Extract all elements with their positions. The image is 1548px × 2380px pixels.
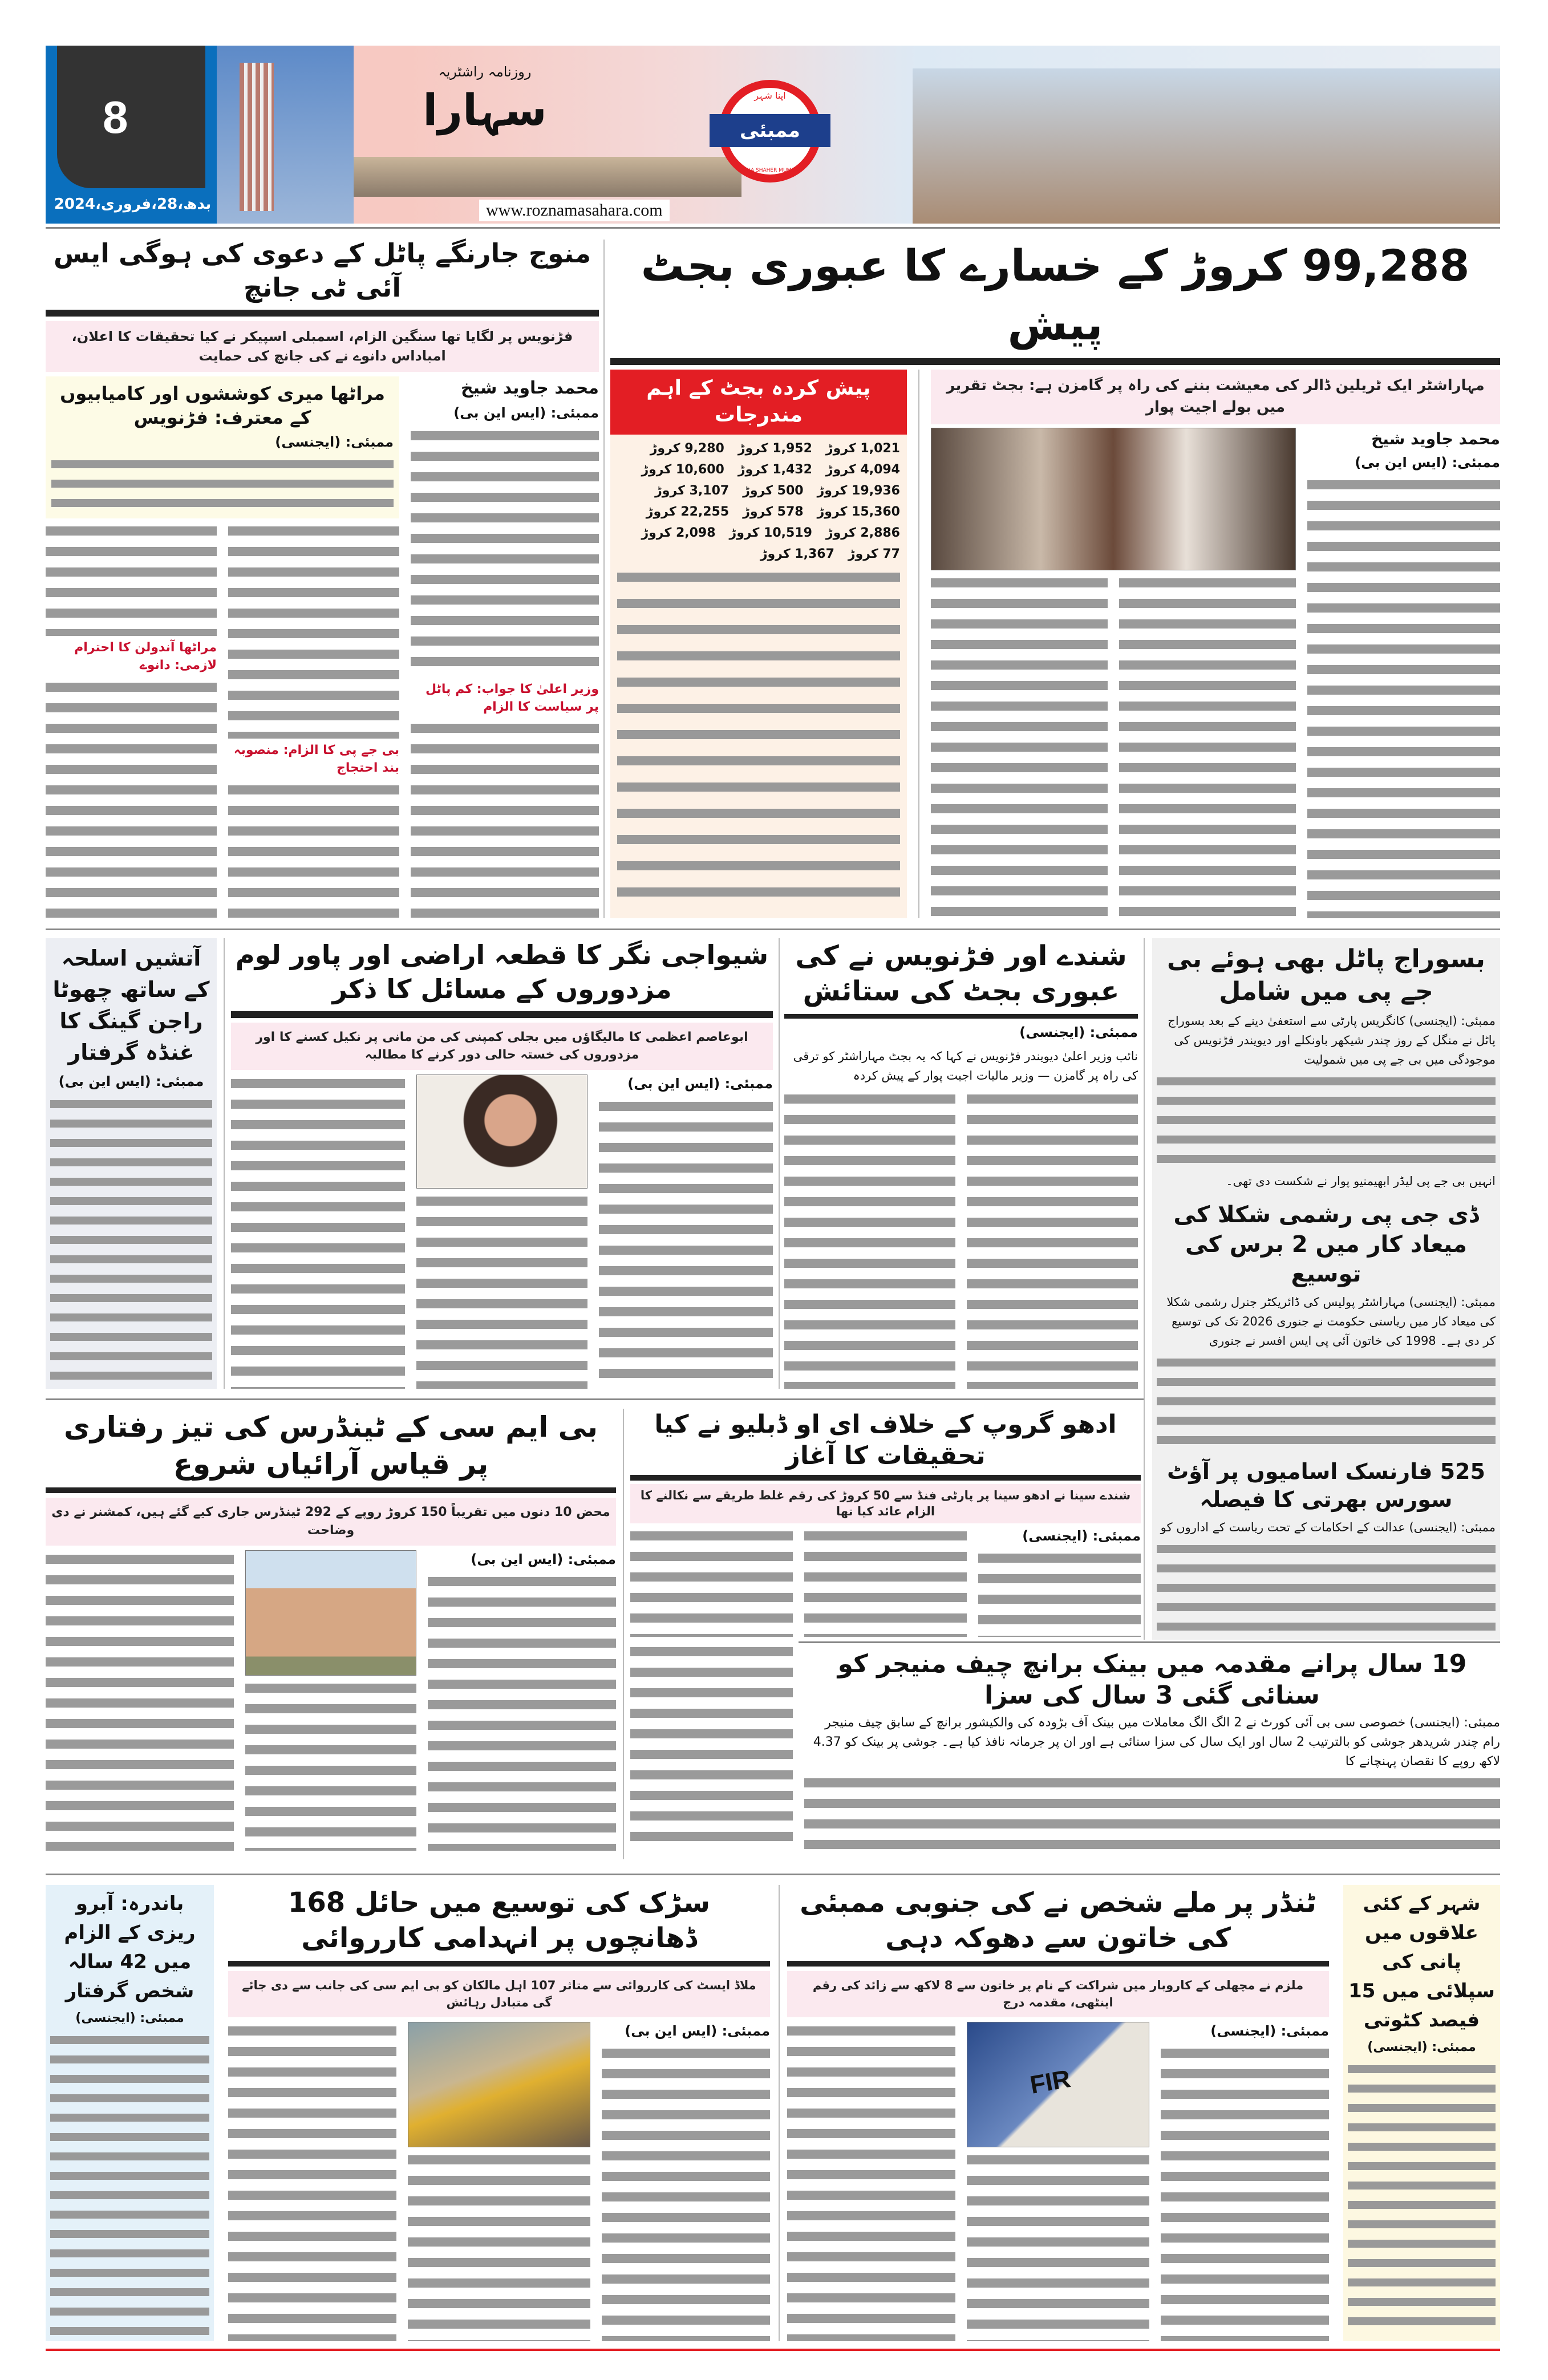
- highlight-amount: 10,600 کروڑ: [641, 462, 724, 477]
- headline-shivaji-nagar: شیواجی نگر کا قطعہ اراضی اور پاور لوم مزدوروں کے مسائل کا ذکر: [235, 939, 769, 1004]
- section-head: مراٹھا آندولن کا احترام لازمی: دانوے: [74, 640, 217, 672]
- highlight-amount: 22,255 کروڑ: [646, 504, 730, 519]
- highlight-amount: 9,280 کروڑ: [650, 441, 724, 456]
- headline-sit-probe: منوج جارنگے پاٹل کے دعوی کی ہوگی ایس آئی ٹی جانچ: [53, 238, 591, 303]
- subhead-bmc-tenders: محض 10 دنوں میں تقریباً 150 کروڑ روپے کے 292 ٹینڈرس جاری کیے گئے ہیں، کمشنر نے دی وضاحت: [46, 1498, 616, 1546]
- lede: نائب وزیر اعلیٰ دیویندر فڑنویس نے کہا کہ یہ بجٹ مہاراشٹر کو ترقی کی راہ پر گامزن — وزیر مالیات اجیت پوار کے پیش کردہ: [793, 1049, 1138, 1083]
- highlight-amount: 15,360 کروڑ: [817, 504, 900, 519]
- story-budget: [610, 237, 1500, 918]
- dateline: ممبئی: (ایجنسی): [1019, 1024, 1138, 1040]
- budget-highlights-list: [610, 435, 907, 918]
- bmc-building-photo: [245, 1550, 416, 1676]
- headline-bank-manager: 19 سال پرانے مقدمہ میں بینک برانچ چیف منیجر کو سنائی گئی 3 سال کی سزا: [837, 1649, 1467, 1710]
- headline-forensic: 525 فارنسک اسامیوں پر آؤٹ سورس بھرتی کا فیصلہ: [1167, 1458, 1485, 1513]
- highlight-amount: 2,098 کروڑ: [641, 525, 716, 540]
- headline-road-demolition: سڑک کی توسیع میں حائل 168 ڈھانچوں پر انہدامی کارروائی: [287, 1887, 711, 1955]
- section-head: بی جے پی کا الزام: منصوبہ بند احتجاج: [233, 743, 399, 775]
- headline-bmc-tenders: بی ایم سی کے ٹینڈرس کی تیز رفتاری پر قیاس آرائیاں شروع: [64, 1410, 598, 1481]
- logo: روزنامہ راشٹریہ سہارا: [423, 64, 547, 135]
- subhead-road-demolition: ملاڈ ایسٹ کی کارروائی سے متاثر 107 اہل مالکان کو بی ایم سی کی جانب سے دی جائے گی متبادل رہائش: [228, 1971, 770, 2017]
- subhead-eow-probe: شندے سینا نے ادھو سینا پر پارٹی فنڈ سے 50 کروڑ کی رقم غلط طریقے سے نکالنے کا الزام عائد کیا تھا: [630, 1484, 1141, 1523]
- highlight-amount: 77 کروڑ: [848, 546, 900, 561]
- byline: محمد جاوید شیخ: [460, 378, 599, 399]
- gang-arrest-box: آتشیں اسلحہ کے ساتھ چھوٹا راجن گینگ کا غنڈہ گرفتار ممبئی: (ایس این بی): [46, 938, 217, 1389]
- headline-budget-praise: شندے اور فڑنویس نے کی عبوری بجٹ کی ستائش: [795, 940, 1127, 1008]
- sea-link-photo: [354, 157, 741, 197]
- demolition-photo: [408, 2022, 590, 2147]
- bandra-arrest-box: باندرہ: آبرو ریزی کے الزام میں 42 سالہ شخص گرفتار ممبئی: (ایجنسی): [46, 1885, 214, 2341]
- highlight-amount: 1,021 کروڑ: [825, 441, 900, 456]
- story-bmc-tenders: [46, 1409, 616, 1851]
- dateline: ممبئی: (ایجنسی): [1022, 1527, 1141, 1544]
- dateline: ممبئی: (ایس این بی): [625, 2022, 770, 2039]
- dateline: ممبئی: (ایس این بی): [471, 1551, 616, 1567]
- headline-budget: 99,288 کروڑ کے خسارے کا عبوری بجٹ پیش: [641, 240, 1470, 350]
- highlight-amount: 1,432 کروڑ: [737, 462, 812, 477]
- fadnavis-box: مراٹھا میری کوششوں اور کامیابیوں کے معترف: فڑنویس ممبئی: (ایجنسی): [46, 376, 399, 518]
- highlight-amount: 500 کروڑ: [743, 483, 804, 498]
- story-eow-probe: [630, 1409, 1141, 1637]
- lede: ممبئی: (ایجنسی) خصوصی سی بی آئی کورٹ نے 2 الگ الگ معاملات میں بینک آف بڑودہ کی والکیشور برانچ کے سابق چیف منیجر رام چندر شریدھر جوشی کو بالترتیب 2 سال اور ایک سال کی سزا سنائی ہے اور ان پر جرمانہ نافذ کیا ہے۔ جوشی پر بینک کو 4.37 لاکھ روپے کا نقصان پہنچانے کا: [813, 1716, 1500, 1769]
- highlight-amount: 4,094 کروڑ: [825, 462, 900, 477]
- subhead-sit-probe: فڑنویس پر لگایا تھا سنگین الزام، اسمبلی اسپیکر نے کیا تحقیقات کا اعلان، امباداس دانوے نے کی جانچ کی حمایت: [46, 321, 599, 372]
- dateline: ممبئی: (ایس این بی): [1355, 454, 1500, 471]
- headline-dgp: ڈی جی پی رشمی شکلا کی میعاد کار میں 2 برس کی توسیع: [1173, 1201, 1479, 1287]
- story-bank-manager: [804, 1648, 1500, 1854]
- headline-basavraj: بسوراج پاٹل بھی ہوئے بی جے پی میں شامل: [1167, 944, 1485, 1007]
- story-sit-probe: [46, 237, 599, 918]
- section-head: وزیر اعلیٰ کا جواب: کم پاٹل پر سیاست کا الزام: [425, 682, 599, 714]
- highlight-amount: 578 کروڑ: [743, 504, 804, 519]
- skyline-photo: [913, 68, 1500, 224]
- highlight-amount: 2,886 کروڑ: [825, 525, 900, 540]
- dateline: ممبئی: (ایس این بی): [453, 405, 599, 421]
- budget-highlights-title: پیش کردہ بجٹ کے اہم مندرجات: [610, 370, 907, 435]
- dateline: ممبئی: (ایجنسی): [1210, 2022, 1329, 2039]
- highlight-amount: 3,107 کروڑ: [655, 483, 730, 498]
- highlight-amount: 19,936 کروڑ: [817, 483, 900, 498]
- story-shivaji-nagar: [231, 938, 773, 1389]
- subhead-tinder-fraud: ملزم نے مچھلی کے کاروبار میں شراکت کے نام پر خاتون سے 8 لاکھ سے زائد کی رقم اینٹھی، مقدمہ درج: [787, 1971, 1329, 2017]
- headline-tinder-fraud: ٹنڈر پر ملے شخص نے کی جنوبی ممبئی کی خاتون سے دھوکہ دہی: [800, 1887, 1316, 1955]
- subhead-budget: مہاراشٹر ایک ٹریلین ڈالر کی معیشت بننے کی راہ پر گامزن ہے: بجٹ تقریر میں بولے اجیت پوار: [931, 370, 1500, 424]
- budget-photo: [931, 428, 1296, 570]
- headline-eow-probe: ادھو گروپ کے خلاف ای او ڈبلیو نے کیا تحقیقات کا آغاز: [654, 1410, 1117, 1470]
- issue-date: بدھ،28،فروری،2024: [54, 196, 212, 213]
- city-badge: اپنا شہر ممبئی APNA SHAHER MUMBAI: [719, 80, 821, 183]
- subhead-shivaji-nagar: ابوعاصم اعظمی کا مالیگاؤں میں بجلی کمپنی کی من مانی پر نکیل کسنے کا اور مزدوروں کی خستہ حالی دور کرنے کا مطالبہ: [231, 1023, 773, 1071]
- masthead: [46, 46, 1500, 224]
- story-budget-praise: [784, 938, 1138, 1389]
- fir-image: FIR: [967, 2022, 1149, 2147]
- website-url[interactable]: www.roznamasahara.com: [479, 200, 670, 221]
- story-tinder-fraud: [787, 1885, 1329, 2341]
- abu-azmi-photo: [416, 1075, 587, 1189]
- dateline: ممبئی: (ایس این بی): [627, 1076, 773, 1092]
- page-number: 8: [103, 92, 128, 143]
- highlight-amount: 10,519 کروڑ: [729, 525, 812, 540]
- water-cut-box: شہر کے کئی علاقوں میں پانی کی سپلائی میں 15 فیصد کٹوتی ممبئی: (ایجنسی): [1343, 1885, 1500, 2341]
- byline: محمد جاوید شیخ: [1371, 429, 1500, 448]
- story-road-demolition: [228, 1885, 770, 2341]
- highlight-amount: 1,367 کروڑ: [760, 546, 834, 561]
- right-rail: بسوراج پاٹل بھی ہوئے بی جے پی میں شامل ممبئی: (ایجنسی) کانگریس پارٹی سے استعفیٰ دینے کے بعد بسوراج پاٹل نے منگل کے روز چندر شیکھر باونکلے اور دیویندر فڑنویس کی موجودگی میں بی جے پی میں شمولیت انہیں بی جے پی لیڈر ابھیمنیو پوار نے شکست دی تھی۔ ڈی جی پی رشمی شکلا کی میعاد کار میں 2 برس کی توسیع ممبئی: (ایجنسی) مہاراشٹر پولیس کی ڈائریکٹر جنرل رشمی شکلا کی میعاد کار میں ریاستی حکومت نے جنوری 2026 تک کی توسیع کر دی ہے۔ 1998 کی خاتون آئی پی ایس افسر نے جنوری 525 فارنسک اسامیوں پر آؤٹ سورس بھرتی کا فیصلہ ممبئی: (ایجنسی) عدالت کے احکامات کے تحت ریاست کے اداروں کو: [1152, 938, 1500, 1640]
- highlight-amount: 1,952 کروڑ: [737, 441, 812, 456]
- tower-photo: [217, 46, 354, 224]
